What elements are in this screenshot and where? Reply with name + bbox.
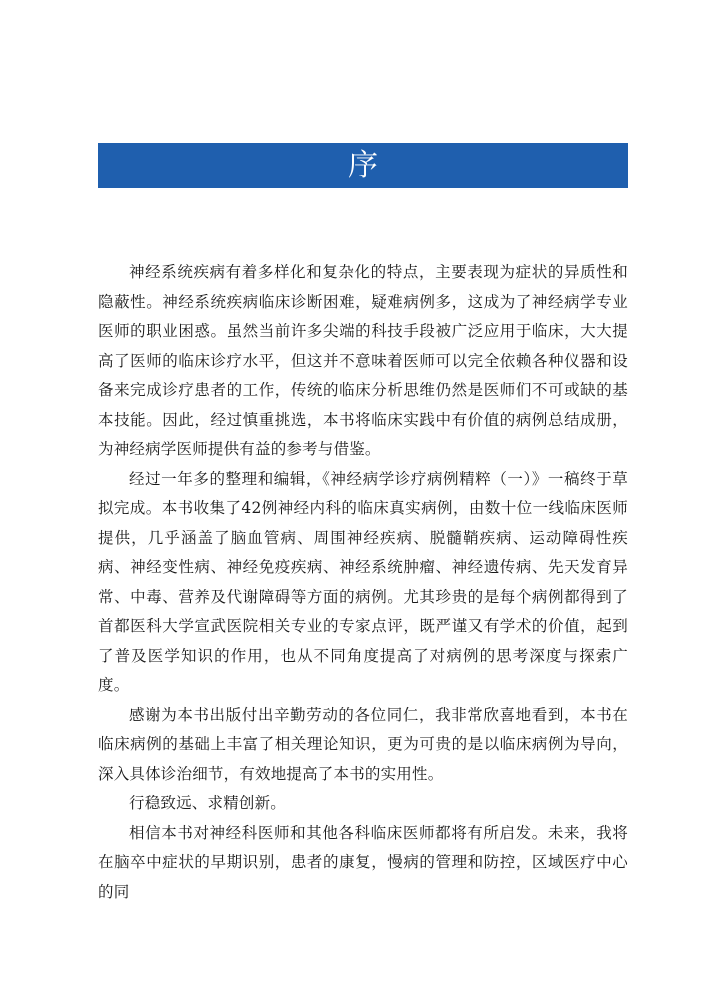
paragraph: 感谢为本书出版付出辛勤劳动的各位同仁，我非常欣喜地看到，本书在临床病例的基础上丰富了相关理论知识，更为可贵的是以临床病例为导向，深入具体诊治细节，有效地提高了本书的实用性。	[98, 705, 628, 783]
paragraph: 相信本书对神经科医师和其他各科临床医师都将有所启发。未来，我将在脑卒中症状的早期识别，患者的康复，慢病的管理和防控，区域医疗中心的同	[98, 823, 628, 901]
paragraph: 神经系统疾病有着多样化和复杂化的特点，主要表现为症状的异质性和隐蔽性。神经系统疾病临床诊断困难，疑难病例多，这成为了神经病学专业医师的职业困惑。虽然当前许多尖端的科技手段被广泛应用于临床，大大提高了医师的临床诊疗水平，但这并不意味着医师可以完全依赖各种仪器和设备来完成诊疗患者的工作，传统的临床分析思维仍然是医师们不可或缺的基本技能。因此，经过慎重挑选，本书将临床实践中有价值的病例总结成册，为神经病学医师提供有益的参考与借鉴。	[98, 263, 628, 458]
paragraph: 经过一年多的整理和编辑，《神经病学诊疗病例精粹（一）》一稿终于草拟完成。本书收集了42例神经内科的临床真实病例，由数十位一线临床医师提供，几乎涵盖了脑血管病、周围神经疾病、脱髓鞘疾病、运动障碍性疾病、神经变性病、神经免疫疾病、神经系统肿瘤、神经遗传病、先天发育异常、中毒、营养及代谢障碍等方面的病例。尤其珍贵的是每个病例都得到了首都医科大学宣武医院相关专业的专家点评，既严谨又有学术的价值，起到了普及医学知识的作用，也从不同角度提高了对病例的思考深度与探索广度。	[98, 469, 628, 694]
page-title: 序	[348, 147, 378, 183]
title-banner	[98, 143, 628, 188]
paragraph: 行稳致远、求精创新。	[129, 794, 287, 812]
preface-body	[98, 258, 628, 907]
